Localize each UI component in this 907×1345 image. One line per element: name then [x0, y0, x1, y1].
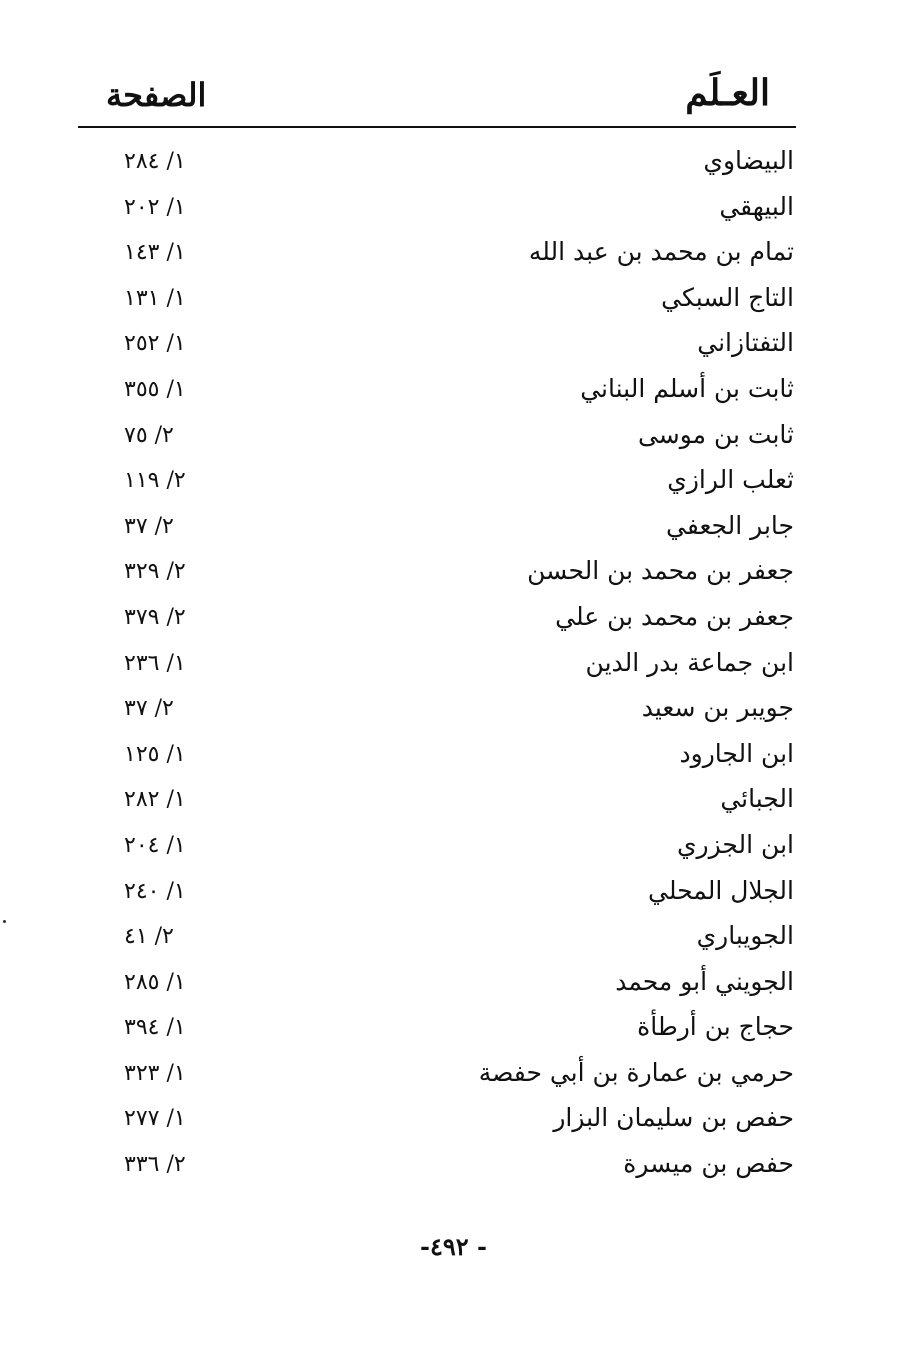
entry-page-ref: ١/ ١٣١: [124, 285, 186, 311]
entry-page-ref: ١/ ٢٨٢: [124, 787, 186, 813]
entry-name: تمام بن محمد بن عبد الله: [528, 237, 794, 267]
entry-name: جويبر بن سعيد: [641, 693, 794, 723]
index-entry: [100, 277, 794, 323]
index-entry: [100, 778, 794, 824]
entry-page-ref: ٢/ ٣٢٩: [124, 559, 186, 585]
index-entry: [100, 733, 794, 779]
page-column-heading: الصفحة: [106, 76, 207, 114]
header-rule: [78, 126, 796, 128]
entry-page-ref: ١/ ٣٥٥: [124, 376, 186, 402]
index-entry: [100, 459, 794, 505]
entry-name: التاج السبكي: [661, 282, 794, 312]
entry-name: حفص بن ميسرة: [623, 1149, 794, 1179]
index-entry: [100, 368, 794, 414]
entry-name: الجلال المحلي: [648, 875, 794, 905]
entry-name: جابر الجعفي: [665, 510, 794, 540]
entry-name: ثابت بن موسى: [637, 419, 794, 449]
index-entry: [100, 915, 794, 961]
index-entry: [100, 550, 794, 596]
entry-page-ref: ١/ ٣٢٣: [124, 1060, 186, 1086]
index-entry: [100, 596, 794, 642]
entry-name: الجويباري: [696, 921, 794, 951]
index-entry: [100, 322, 794, 368]
entry-page-ref: ١/ ١٢٥: [124, 741, 186, 767]
index-entries: [100, 140, 794, 1189]
index-entry: [100, 505, 794, 551]
entry-page-ref: ١/ ١٤٣: [124, 240, 186, 266]
entry-page-ref: ١/ ٢٨٥: [124, 969, 186, 995]
index-entry: [100, 140, 794, 186]
entry-name: ثعلب الرازي: [667, 465, 794, 495]
entry-name: ثابت بن أسلم البناني: [580, 373, 794, 403]
entry-page-ref: ٢/ ٣٣٦: [124, 1152, 186, 1178]
entry-name: البيضاوي: [703, 146, 794, 175]
entry-page-ref: ٢/ ٣٧: [124, 513, 174, 539]
entry-page-ref: ١/ ٢٠٢: [124, 194, 186, 220]
entry-name: حفص بن سليمان البزار: [553, 1103, 794, 1133]
entry-name: الجبائي: [720, 784, 794, 814]
entry-page-ref: ٢/ ٤١: [124, 924, 174, 950]
entry-page-ref: ١/ ٢٤٠: [124, 878, 186, 904]
index-entry: [100, 1143, 794, 1189]
index-entry: [100, 687, 794, 733]
index-entry: [100, 1097, 794, 1143]
entry-page-ref: ٢/ ٧٥: [124, 422, 174, 448]
index-entry: [100, 186, 794, 232]
index-entry: [100, 414, 794, 460]
index-entry: [100, 642, 794, 688]
entry-name: ابن الجزري: [676, 829, 794, 859]
entry-name: حجاج بن أرطأة: [637, 1012, 794, 1042]
page-number: - ٤٩٢-: [420, 1232, 487, 1261]
entry-name: جعفر بن محمد بن علي: [555, 601, 794, 631]
entry-name: جعفر بن محمد بن الحسن: [527, 556, 794, 586]
entry-name: حرمي بن عمارة بن أبي حفصة: [478, 1057, 794, 1087]
entry-page-ref: ١/ ٢٧٧: [124, 1106, 186, 1132]
index-entry: [100, 824, 794, 870]
name-column-heading: العـلَم: [685, 72, 770, 114]
scan-speck: [3, 920, 6, 923]
index-entry: [100, 870, 794, 916]
index-entry: [100, 231, 794, 277]
index-entry: [100, 961, 794, 1007]
entry-page-ref: ٢/ ٣٧: [124, 696, 174, 722]
entry-name: البيهقي: [719, 191, 794, 221]
index-entry: [100, 1052, 794, 1098]
entry-page-ref: ١/ ٣٩٤: [124, 1015, 186, 1041]
index-entry: [100, 1006, 794, 1052]
entry-page-ref: ٢/ ٣٧٩: [124, 604, 186, 630]
entry-page-ref: ١/ ٢٨٤: [124, 149, 186, 174]
entry-page-ref: ١/ ٢٥٢: [124, 331, 186, 357]
index-header: [78, 66, 794, 124]
entry-page-ref: ٢/ ١١٩: [124, 468, 186, 494]
entry-name: الجويني أبو محمد: [615, 966, 794, 996]
entry-name: ابن الجارود: [679, 738, 794, 768]
entry-name: التفتازاني: [697, 328, 794, 358]
entry-page-ref: ١/ ٢٠٤: [124, 832, 186, 858]
entry-name: ابن جماعة بدر الدين: [585, 647, 794, 677]
entry-page-ref: ١/ ٢٣٦: [124, 650, 186, 676]
